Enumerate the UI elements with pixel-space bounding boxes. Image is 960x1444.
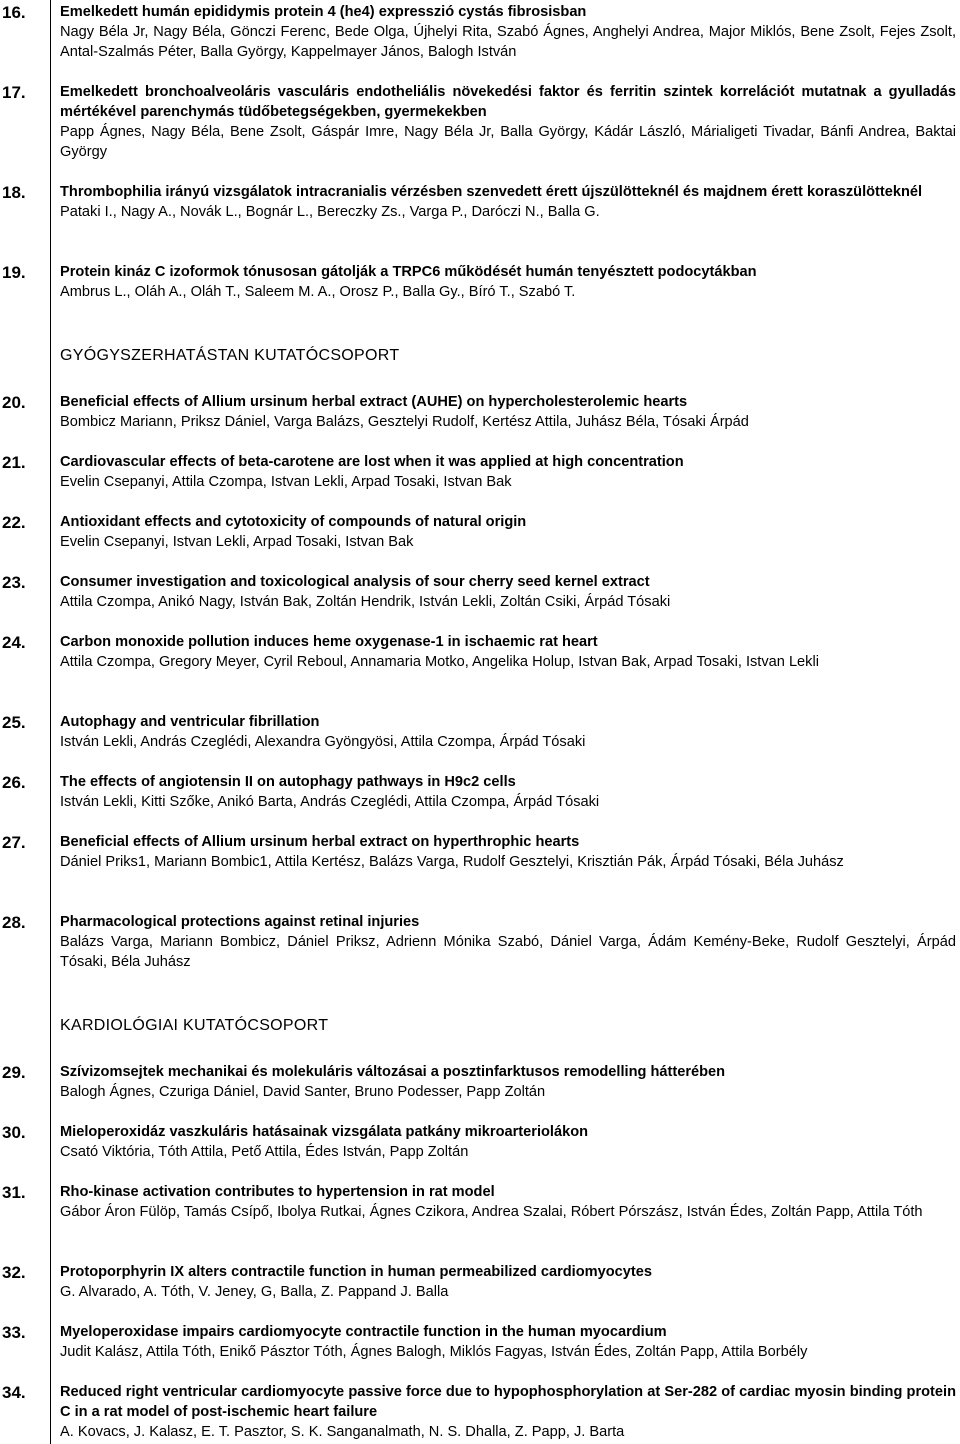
entry-title: Mieloperoxidáz vaszkuláris hatásainak vizsgálata patkány mikroarteriolákon	[60, 1124, 589, 1140]
entry-number: 21.	[2, 453, 26, 472]
entry-authors: Evelin Csepanyi, Attila Czompa, Istvan Lekli, Arpad Tosaki, Istvan Bak	[60, 474, 512, 490]
entry-authors: Ambrus L., Oláh A., Oláh T., Saleem M. A., Orosz P., Balla Gy., Bíró T., Szabó T.	[60, 284, 576, 300]
entry-authors: Gábor Áron Fülöp, Tamás Csípő, Ibolya Rutkai, Ágnes Czikora, Andrea Szalai, Róbert Pórszász, István Édes, Zoltán Papp, Attila Tóth	[60, 1204, 923, 1220]
entry-title: Pharmacological protections against retinal injuries	[60, 914, 420, 930]
entry-number: 27.	[2, 833, 26, 852]
entry-title: Rho-kinase activation contributes to hypertension in rat model	[60, 1184, 495, 1200]
entry-authors: Evelin Csepanyi, Istvan Lekli, Arpad Tosaki, Istvan Bak	[60, 534, 414, 550]
entry-authors: Bombicz Mariann, Priksz Dániel, Varga Balázs, Gesztelyi Rudolf, Kertész Attila, Juhász Béla, Tósaki Árpád	[60, 414, 749, 430]
entry-title: Beneficial effects of Allium ursinum herbal extract on hyperthrophic hearts	[60, 834, 580, 850]
entry-authors: Balázs Varga, Mariann Bombicz, Dániel Priksz, Adrienn Mónika Szabó, Dániel Varga, Ádám Kemény-Beke, Rudolf Gesztelyi, Árpád Tósaki, Béla Juhász	[60, 934, 956, 970]
entry-authors: Nagy Béla Jr, Nagy Béla, Gönczi Ferenc, Bede Olga, Újhelyi Rita, Szabó Ágnes, Anghelyi Andrea, Major Miklós, Bene Zsolt, Fejes Zsolt, Antal-Szalmás Péter, Balla György, Kappelmayer János, Balogh István	[60, 24, 956, 60]
entry-number: 26.	[2, 773, 26, 792]
section-heading: KARDIOLÓGIAI KUTATÓCSOPORT	[60, 1017, 329, 1034]
entry-title: Szívizomsejtek mechanikai és molekuláris változásai a posztinfarktusos remodelling hátterében	[60, 1064, 726, 1080]
entry-number: 17.	[2, 83, 26, 102]
entry-authors: Balogh Ágnes, Czuriga Dániel, David Santer, Bruno Podesser, Papp Zoltán	[60, 1084, 546, 1100]
entry-title: Autophagy and ventricular fibrillation	[60, 714, 320, 730]
entry-title: Reduced right ventricular cardiomyocyte passive force due to hypophosphorylation at Ser-282 of cardiac myosin binding protein C in a rat model of post-ischemic heart failure	[60, 1384, 956, 1420]
entry-title: Emelkedett bronchoalveoláris vasculáris endotheliális növekedési faktor és ferritin szintek korrelációt mutatnak a gyulladás mértékével parenchymás tüdőbetegségekben, gyermekekben	[60, 84, 956, 120]
entry-authors: Attila Czompa, Anikó Nagy, István Bak, Zoltán Hendrik, István Lekli, Zoltán Csiki, Árpád Tósaki	[60, 594, 671, 610]
entry-authors: A. Kovacs, J. Kalasz, E. T. Pasztor, S. K. Sanganalmath, N. S. Dhalla, Z. Papp, J. Barta	[60, 1424, 625, 1440]
entry-authors: Dániel Priks1, Mariann Bombic1, Attila Kertész, Balázs Varga, Rudolf Gesztelyi, Krisztián Pák, Árpád Tósaki, Béla Juhász	[60, 854, 844, 870]
entry-number: 30.	[2, 1123, 26, 1142]
entry-title: Myeloperoxidase impairs cardiomyocyte contractile function in the human myocardium	[60, 1324, 667, 1340]
entry-authors: Papp Ágnes, Nagy Béla, Bene Zsolt, Gáspár Imre, Nagy Béla Jr, Balla György, Kádár László, Márialigeti Tivadar, Bánfi Andrea, Baktai György	[60, 124, 956, 160]
entry-number: 25.	[2, 713, 26, 732]
left-margin-rule	[50, 0, 51, 1444]
entry-number: 28.	[2, 913, 26, 932]
entry-title: Protoporphyrin IX alters contractile function in human permeabilized cardiomyocytes	[60, 1264, 652, 1280]
entry-title: Beneficial effects of Allium ursinum herbal extract (AUHE) on hypercholesterolemic hearts	[60, 394, 688, 410]
entry-authors: G. Alvarado, A. Tóth, V. Jeney, G, Balla, Z. Pappand J. Balla	[60, 1284, 449, 1300]
entry-authors: Csató Viktória, Tóth Attila, Pető Attila, Édes István, Papp Zoltán	[60, 1144, 469, 1160]
entry-number: 22.	[2, 513, 26, 532]
entry-authors: Attila Czompa, Gregory Meyer, Cyril Reboul, Annamaria Motko, Angelika Holup, Istvan Bak, Arpad Tosaki, Istvan Lekli	[60, 654, 819, 670]
entry-number: 18.	[2, 183, 26, 202]
entry-authors: István Lekli, András Czeglédi, Alexandra Gyöngyösi, Attila Czompa, Árpád Tósaki	[60, 734, 586, 750]
entry-number: 32.	[2, 1263, 26, 1282]
entry-number: 24.	[2, 633, 26, 652]
entry-number: 20.	[2, 393, 26, 412]
entry-number: 23.	[2, 573, 26, 592]
entry-number: 34.	[2, 1383, 26, 1402]
entry-authors: István Lekli, Kitti Szőke, Anikó Barta, András Czeglédi, Attila Czompa, Árpád Tósaki	[60, 794, 600, 810]
entry-authors: Pataki I., Nagy A., Novák L., Bognár L., Bereczky Zs., Varga P., Daróczi N., Balla G.	[60, 204, 600, 220]
entry-number: 33.	[2, 1323, 26, 1342]
entry-number: 29.	[2, 1063, 26, 1082]
entry-number: 31.	[2, 1183, 26, 1202]
entry-title: Antioxidant effects and cytotoxicity of compounds of natural origin	[60, 514, 527, 530]
entry-title: Thrombophilia irányú vizsgálatok intracranialis vérzésben szenvedett érett újszülötteknél és majdnem érett koraszülötteknél	[60, 184, 923, 200]
entry-title: Protein kináz C izoformok tónusosan gátolják a TRPC6 működését humán tenyésztett podocytákban	[60, 264, 757, 280]
entry-authors: Judit Kalász, Attila Tóth, Enikő Pásztor Tóth, Ágnes Balogh, Miklós Fagyas, István Édes, Zoltán Papp, Attila Borbély	[60, 1344, 808, 1360]
entry-title: Cardiovascular effects of beta-carotene are lost when it was applied at high concentration	[60, 454, 684, 470]
entry-title: Carbon monoxide pollution induces heme oxygenase-1 in ischaemic rat heart	[60, 634, 598, 650]
entry-number: 19.	[2, 263, 26, 282]
entry-title: Consumer investigation and toxicological analysis of sour cherry seed kernel extract	[60, 574, 650, 590]
entry-title: Emelkedett humán epididymis protein 4 (he4) expresszió cystás fibrosisban	[60, 4, 587, 20]
section-heading: GYÓGYSZERHATÁSTAN KUTATÓCSOPORT	[60, 347, 400, 364]
entry-title: The effects of angiotensin II on autophagy pathways in H9c2 cells	[60, 774, 516, 790]
entry-number: 16.	[2, 3, 26, 22]
